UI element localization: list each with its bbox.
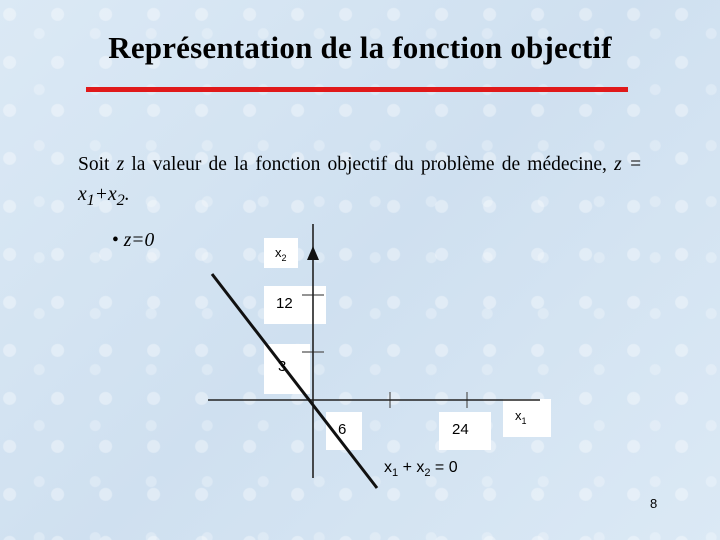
eq-lhs: z = x — [78, 154, 642, 205]
tick-label-3: 3 — [278, 358, 287, 375]
bullet-marker: • — [112, 230, 119, 251]
eq-sub-2: 2 — [116, 190, 125, 209]
var-z: z — [116, 154, 125, 175]
tick-label-24: 24 — [452, 421, 469, 438]
para-text-1: Soit — [78, 154, 117, 175]
eq-plus: +x — [94, 184, 117, 205]
eq-sub-1: 1 — [86, 190, 95, 209]
page-number: 8 — [650, 496, 658, 511]
slide-title: Représentation de la fonction objectif — [108, 30, 612, 65]
tick-label-6: 6 — [338, 421, 347, 438]
x-axis-label-box — [503, 399, 551, 437]
tick-label-12: 12 — [276, 295, 293, 312]
eq-end: . — [124, 184, 130, 205]
line-equation-label: $x_1 + x_2 = 0$ — [384, 459, 458, 479]
y-axis-label: $x_2$ — [275, 245, 287, 263]
y-axis-arrow — [307, 246, 319, 260]
tick-12-box — [264, 286, 326, 324]
para-text-2: la valeur de la fonction objectif du problème de médecine, — [124, 154, 615, 175]
x-axis-label: $x_1$ — [515, 408, 527, 426]
bullet-text: z=0 — [123, 230, 155, 251]
